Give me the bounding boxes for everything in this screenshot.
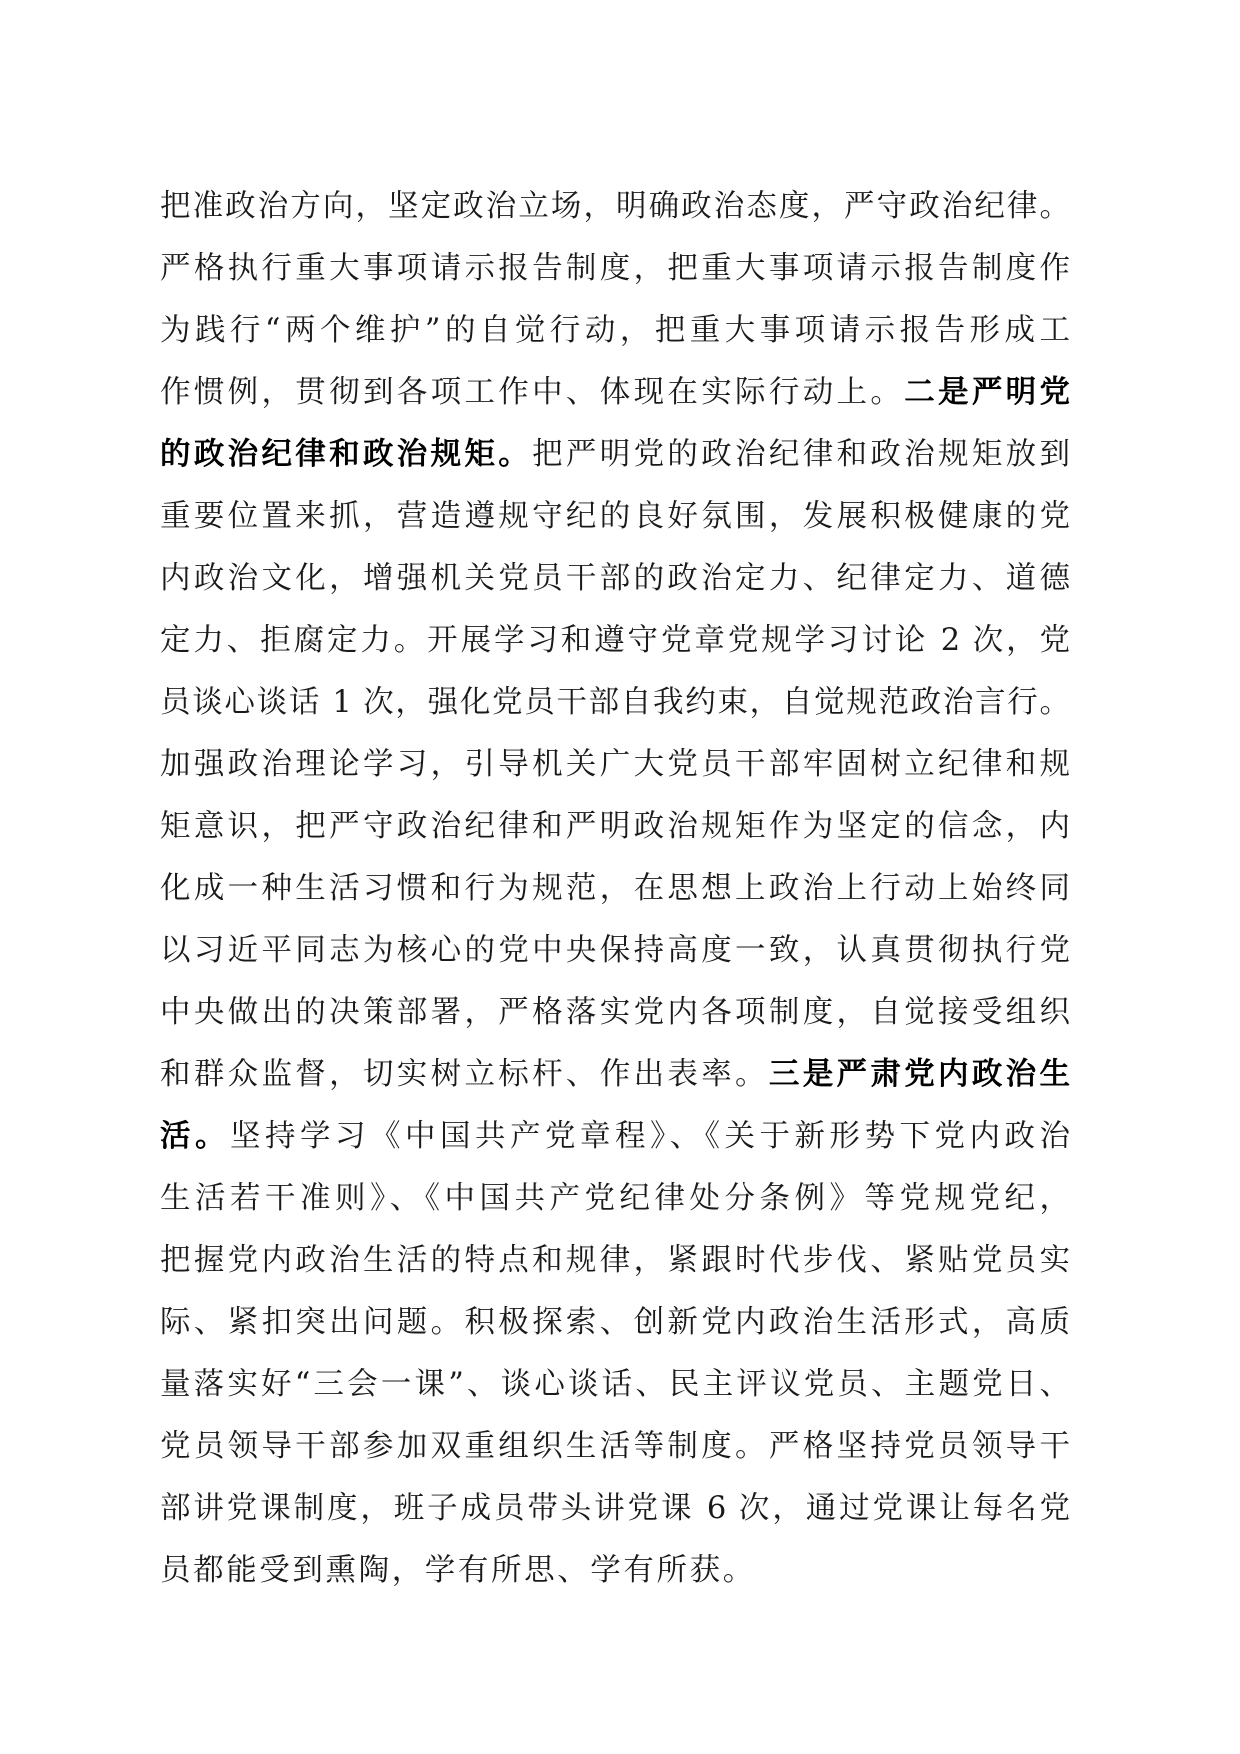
text-run: 员谈心谈话 1 次，强化党员干部自我约束，自觉规范政治言行。	[160, 685, 1070, 720]
text-line	[160, 1292, 1070, 1354]
text-line	[160, 1230, 1070, 1292]
bold-heading-run: 三是严肃党内政治生	[768, 1057, 1071, 1092]
text-run: 把准政治方向，坚定政治立场，明确政治态度，严守政治纪律。	[160, 189, 1070, 224]
text-line	[160, 176, 1070, 238]
text-run: 把严明党的政治纪律和政治规矩放到	[532, 437, 1071, 472]
text-line	[160, 1168, 1070, 1230]
text-run: 严格执行重大事项请示报告制度，把重大事项请示报告制度作	[160, 251, 1070, 286]
bold-heading-run: 二是严明党	[904, 375, 1071, 410]
body-paragraph	[160, 176, 1070, 1602]
text-run: 量落实好“三会一课”、谈心谈话、民主评议党员、主题党日、	[160, 1367, 1070, 1402]
text-run: 化成一种生活习惯和行为规范，在思想上政治上行动上始终同	[160, 871, 1070, 906]
text-run: 坚持学习《中国共产党章程》、《关于新形势下党内政治	[230, 1119, 1070, 1154]
text-line	[160, 424, 1070, 486]
text-line	[160, 238, 1070, 300]
text-line	[160, 300, 1070, 362]
text-run: 员都能受到熏陶，学有所思、学有所获。	[160, 1553, 756, 1588]
text-line	[160, 486, 1070, 548]
text-line	[160, 1478, 1070, 1540]
text-line	[160, 362, 1070, 424]
text-line	[160, 1540, 1070, 1602]
text-line	[160, 1044, 1070, 1106]
text-run: 加强政治理论学习，引导机关广大党员干部牢固树立纪律和规	[160, 747, 1070, 782]
text-run: 生活若干准则》、《中国共产党纪律处分条例》等党规党纪，	[160, 1181, 1070, 1216]
text-run: 矩意识，把严守政治纪律和严明政治规矩作为坚定的信念，内	[160, 809, 1070, 844]
text-line	[160, 982, 1070, 1044]
text-line	[160, 796, 1070, 858]
text-run: 部讲党课制度，班子成员带头讲党课 6 次，通过党课让每名党	[160, 1491, 1070, 1526]
text-run: 把握党内政治生活的特点和规律，紧跟时代步伐、紧贴党员实	[160, 1243, 1070, 1278]
text-line	[160, 1416, 1070, 1478]
text-line	[160, 858, 1070, 920]
text-line	[160, 734, 1070, 796]
text-run: 重要位置来抓，营造遵规守纪的良好氛围，发展积极健康的党	[160, 499, 1070, 534]
text-run: 内政治文化，增强机关党员干部的政治定力、纪律定力、道德	[160, 561, 1070, 596]
bold-heading-run: 活。	[160, 1119, 230, 1154]
text-run: 中央做出的决策部署，严格落实党内各项制度，自觉接受组织	[160, 995, 1070, 1030]
text-run: 以习近平同志为核心的党中央保持高度一致，认真贯彻执行党	[160, 933, 1070, 968]
text-run: 作惯例，贯彻到各项工作中、体现在实际行动上。	[160, 375, 905, 410]
text-line	[160, 1106, 1070, 1168]
text-run: 党员领导干部参加双重组织生活等制度。严格坚持党员领导干	[160, 1429, 1070, 1464]
text-run: 和群众监督，切实树立标杆、作出表率。	[160, 1057, 769, 1092]
text-run: 际、紧扣突出问题。积极探索、创新党内政治生活形式，高质	[160, 1305, 1070, 1340]
text-line	[160, 672, 1070, 734]
text-line	[160, 1354, 1070, 1416]
text-run: 定力、拒腐定力。开展学习和遵守党章党规学习讨论 2 次，党	[160, 623, 1070, 658]
text-run: 为践行“两个维护”的自觉行动，把重大事项请示报告形成工	[160, 313, 1070, 348]
text-line	[160, 610, 1070, 672]
text-line	[160, 548, 1070, 610]
text-line	[160, 920, 1070, 982]
bold-heading-run: 的政治纪律和政治规矩。	[160, 437, 533, 472]
